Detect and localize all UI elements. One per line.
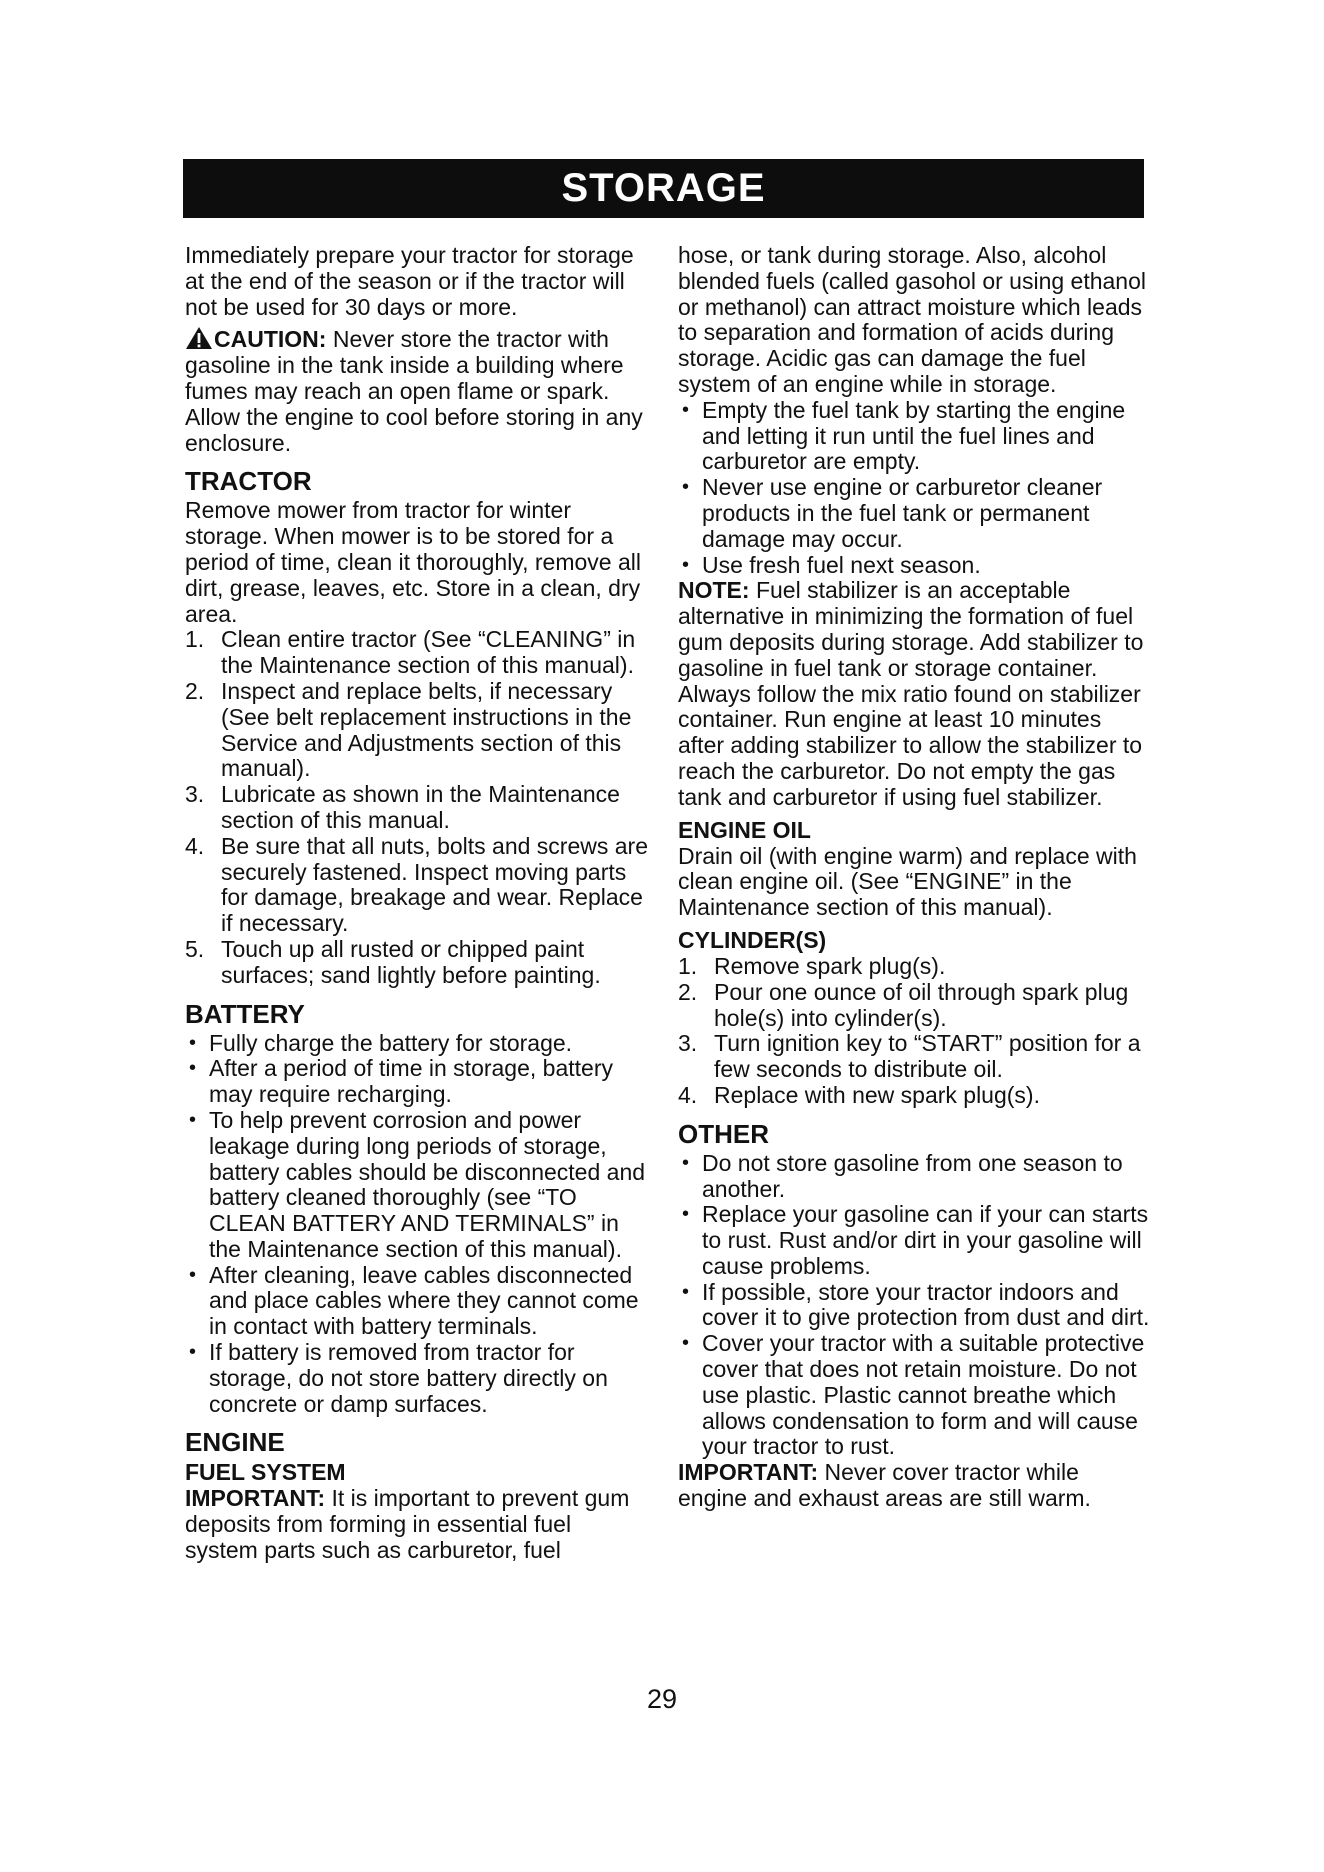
bullet-icon: • — [682, 1280, 690, 1303]
engine-oil-paragraph: Drain oil (with engine warm) and replace with clean engine oil. (See “ENGINE” in the Maintenance section of this manual). — [678, 842, 1137, 921]
bullet-text: After a period of time in storage, battery may require recharging. — [209, 1055, 613, 1108]
other-heading: OTHER — [678, 1118, 769, 1149]
warning-triangle-icon — [185, 326, 213, 350]
other-bullet-list — [678, 1151, 1153, 1461]
bullet-icon: • — [682, 476, 690, 499]
bullet-icon: • — [189, 1057, 197, 1080]
bullet-text: Cover your tractor with a suitable protective cover that does not retain moisture. Do not use plastic. Plastic cannot breathe which allows condensation to form and will cause your tractor to rust. — [702, 1330, 1145, 1460]
list-item — [185, 1031, 650, 1057]
step-text: Replace with new spark plug(s). — [714, 1081, 1040, 1108]
list-item — [678, 1280, 1153, 1332]
list-item — [185, 1108, 650, 1263]
step-text: Remove spark plug(s). — [714, 952, 946, 979]
list-item — [678, 1083, 1153, 1109]
bullet-icon: • — [189, 1341, 197, 1364]
step-text: Turn ignition key to “START” position for a few seconds to distribute oil. — [714, 1030, 1141, 1083]
step-number: 4. — [185, 832, 205, 859]
list-item — [678, 1151, 1153, 1203]
bullet-text: Fully charge the battery for storage. — [209, 1029, 573, 1056]
step-text: Touch up all rusted or chipped paint surfaces; sand lightly before painting. — [221, 935, 601, 988]
tractor-heading: TRACTOR — [185, 466, 312, 497]
important-label: IMPORTANT: — [678, 1459, 819, 1486]
step-number: 5. — [185, 935, 205, 962]
important-text: It is important to prevent gum deposits from forming in essential fuel system parts such as carburetor, fuel — [185, 1485, 630, 1564]
step-text: Be sure that all nuts, bolts and screws are securely fastened. Inspect moving parts for damage, breakage and wear. Replace if necessary. — [221, 832, 648, 937]
bullet-icon: • — [189, 1108, 197, 1131]
list-item — [185, 937, 650, 989]
bullet-icon: • — [682, 1332, 690, 1355]
intro-paragraph: Immediately prepare your tractor for storage at the end of the season or if the tractor will not be used for 30 days or more. — [185, 242, 634, 320]
step-text: Inspect and replace belts, if necessary (See belt replacement instructions in the Service and Adjustments section of this manual). — [221, 677, 632, 782]
fuel-system-heading: FUEL SYSTEM — [185, 1459, 346, 1486]
tractor-paragraph: Remove mower from tractor for winter storage. When mower is to be stored for a period of time, clean it thoroughly, remove all dirt, grease, leaves, etc. Store in a clean, dry area. — [185, 497, 641, 627]
page-number: 29 — [646, 1684, 678, 1714]
bullet-text: To help prevent corrosion and power leakage during long periods of storage, battery cables should be disconnected and battery cleaned thoroughly (see “TO CLEAN BATTERY AND TERMINALS” in the Maintenance section of this manual). — [209, 1106, 646, 1262]
step-text: Clean entire tractor (See “CLEANING” in the Maintenance section of this manual). — [221, 626, 636, 679]
step-number: 1. — [678, 952, 698, 979]
step-text: Pour one ounce of oil through spark plug hole(s) into cylinder(s). — [714, 978, 1129, 1031]
list-item — [185, 627, 650, 679]
engine-heading: ENGINE — [185, 1427, 285, 1458]
note-paragraph — [678, 578, 1153, 810]
note-text: Fuel stabilizer is an acceptable alternative in minimizing the formation of fuel gum deposits during storage. Add stabilizer to gasoline in fuel tank or storage container. Always follow the mix ratio found on stabilizer container. Run engine at least 10 minutes after adding stabilizer to allow the stabilizer to reach the carburetor. Do not empty the gas tank and carburetor if using fuel stabilizer. — [678, 577, 1144, 810]
cylinder-steps-list — [678, 954, 1153, 1109]
important-paragraph — [185, 1486, 650, 1563]
important-text: Never cover tractor while engine and exhaust areas are still warm. — [678, 1459, 1091, 1512]
list-item — [678, 980, 1153, 1032]
left-column — [185, 243, 650, 1564]
fuel-bullet-list — [678, 398, 1153, 579]
step-text: Lubricate as shown in the Maintenance section of this manual. — [221, 781, 620, 833]
list-item — [185, 782, 650, 834]
bullet-text: If battery is removed from tractor for storage, do not store battery directly on concrete or damp surfaces. — [209, 1339, 608, 1417]
bullet-icon: • — [189, 1263, 197, 1286]
step-number: 1. — [185, 626, 205, 653]
bullet-text: Do not store gasoline from one season to another. — [702, 1149, 1123, 1202]
note-label: NOTE: — [678, 577, 750, 604]
caution-text: Never store the tractor with gasoline in the tank inside a building where fumes may reach an open flame or spark. Allow the engine to cool before storing in any enclosure. — [185, 326, 643, 456]
important-warm-paragraph — [678, 1460, 1153, 1512]
caution-paragraph — [185, 326, 650, 456]
bullet-text: Empty the fuel tank by starting the engine and letting it run until the fuel lines and carburetor are empty. — [702, 396, 1126, 475]
bullet-icon: • — [682, 398, 690, 421]
bullet-icon: • — [189, 1031, 197, 1054]
bullet-text: Never use engine or carburetor cleaner products in the fuel tank or permanent damage may occur. — [702, 474, 1103, 552]
engine-oil-heading: ENGINE OIL — [678, 816, 811, 843]
list-item — [185, 1263, 650, 1340]
bullet-icon: • — [682, 1203, 690, 1226]
list-item — [185, 1340, 650, 1417]
step-number: 2. — [185, 677, 205, 704]
step-number: 2. — [678, 978, 698, 1005]
battery-heading: BATTERY — [185, 998, 305, 1029]
battery-bullet-list — [185, 1031, 650, 1418]
tractor-steps-list — [185, 627, 650, 988]
list-item — [185, 1056, 650, 1108]
caution-label: CAUTION: — [214, 326, 327, 353]
step-number: 4. — [678, 1081, 698, 1108]
cylinders-heading: CYLINDER(S) — [678, 926, 827, 953]
bullet-text: Use fresh fuel next season. — [702, 551, 981, 578]
bullet-icon: • — [682, 1151, 690, 1174]
list-item — [678, 553, 1153, 579]
step-number: 3. — [678, 1030, 698, 1057]
bullet-text: If possible, store your tractor indoors and cover it to give protection from dust and dirt. — [702, 1278, 1150, 1331]
list-item — [678, 1031, 1153, 1083]
bullet-text: After cleaning, leave cables disconnected and place cables where they cannot come in contact with battery terminals. — [209, 1261, 639, 1340]
bullet-text: Replace your gasoline can if your can starts to rust. Rust and/or dirt in your gasoline will cause problems. — [702, 1201, 1149, 1279]
list-item — [678, 954, 1153, 980]
list-item — [678, 398, 1153, 475]
section-title: STORAGE — [561, 166, 766, 210]
list-item — [185, 834, 650, 937]
section-title-bar — [183, 159, 1144, 218]
important-label: IMPORTANT: — [185, 1485, 326, 1512]
list-item — [678, 475, 1153, 552]
list-item — [678, 1202, 1153, 1279]
bullet-icon: • — [682, 553, 690, 576]
right-column — [678, 243, 1153, 1512]
fuel-continued-paragraph: hose, or tank during storage. Also, alcohol blended fuels (called gasohol or using ethanol or methanol) can attract moisture which leads to separation and formation of acids during storage. Acidic gas can damage the fuel system of an engine while in storage. — [678, 242, 1146, 397]
list-item — [185, 679, 650, 782]
step-number: 3. — [185, 781, 205, 808]
list-item — [678, 1331, 1153, 1460]
